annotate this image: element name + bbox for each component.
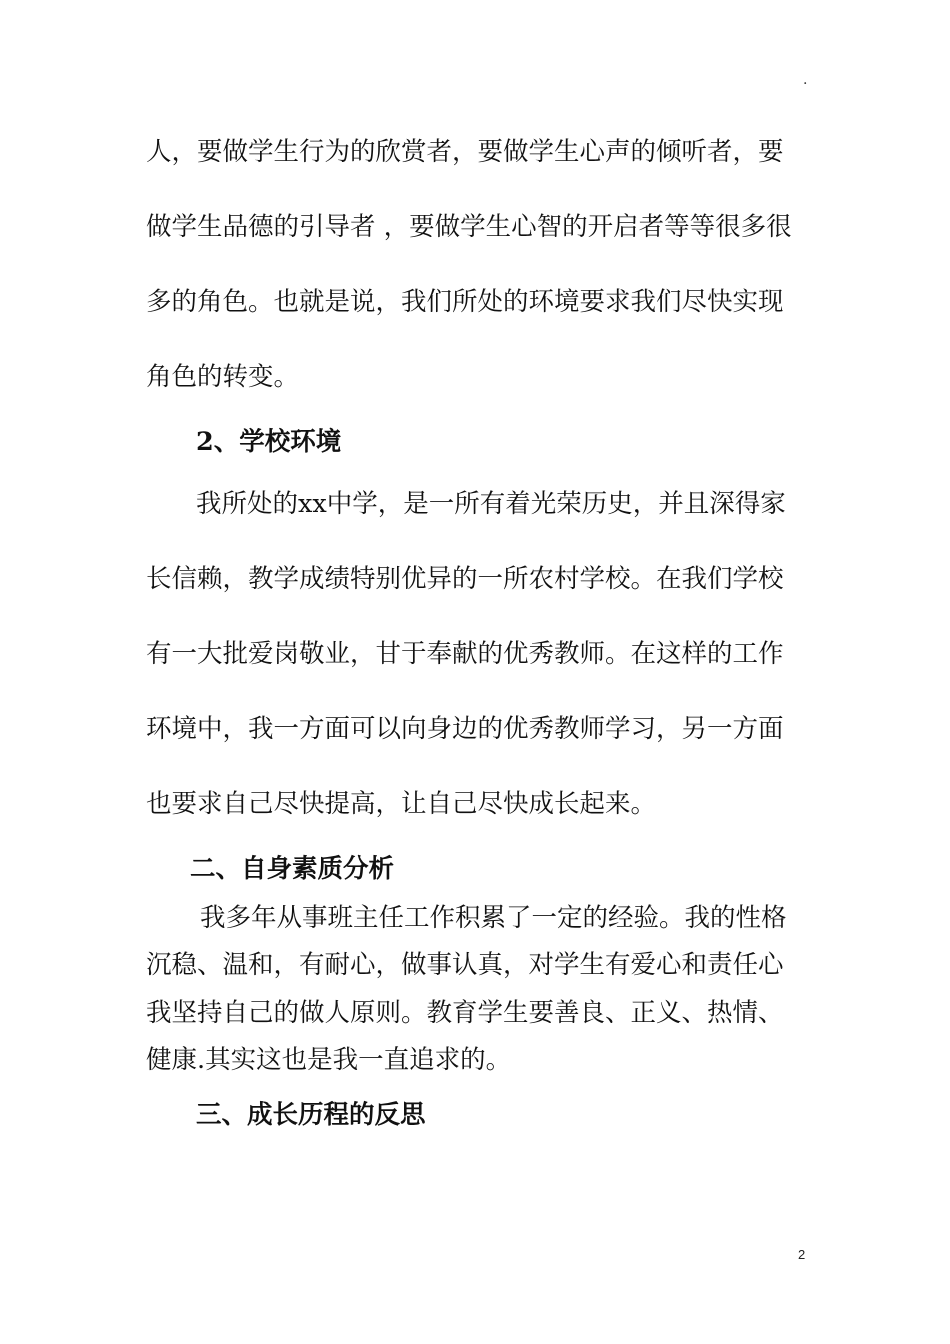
text-line: 有一大批爱岗敬业，甘于奉献的优秀教师。在这样的工作	[146, 639, 784, 669]
text-line: 我多年从事班主任工作积累了一定的经验。我的性格	[200, 903, 787, 933]
section-heading-school-environment: 2、学校环境	[196, 427, 342, 457]
text-line: 环境中，我一方面可以向身边的优秀教师学习，另一方面	[146, 714, 784, 744]
text-line: 沉稳、温和，有耐心，做事认真，对学生有爱心和责任心	[146, 950, 784, 980]
text-line: 多的角色。也就是说，我们所处的环境要求我们尽快实现	[146, 287, 784, 317]
corner-mark: .	[803, 72, 808, 88]
page-number: 2	[798, 1247, 806, 1262]
text-line: 做学生品德的引导者 ，要做学生心智的开启者等等很多很	[146, 212, 792, 242]
text-line: 角色的转变。	[146, 362, 300, 392]
text-line: 我所处的xx中学，是一所有着光荣历史，并且深得家	[196, 489, 786, 519]
text-line: 健康.其实这也是我一直追求的。	[146, 1045, 512, 1075]
text-line: 长信赖，教学成绩特别优异的一所农村学校。在我们学校	[146, 564, 784, 594]
text-line: 我坚持自己的做人原则。教育学生要善良、正义、热情、	[146, 998, 784, 1028]
section-heading-growth-reflection: 三、成长历程的反思	[196, 1100, 426, 1130]
text-line: 也要求自己尽快提高，让自己尽快成长起来。	[146, 789, 657, 819]
section-heading-self-analysis: 二、自身素质分析	[190, 854, 395, 884]
text-line: 人，要做学生行为的欣赏者，要做学生心声的倾听者，要	[146, 137, 784, 167]
